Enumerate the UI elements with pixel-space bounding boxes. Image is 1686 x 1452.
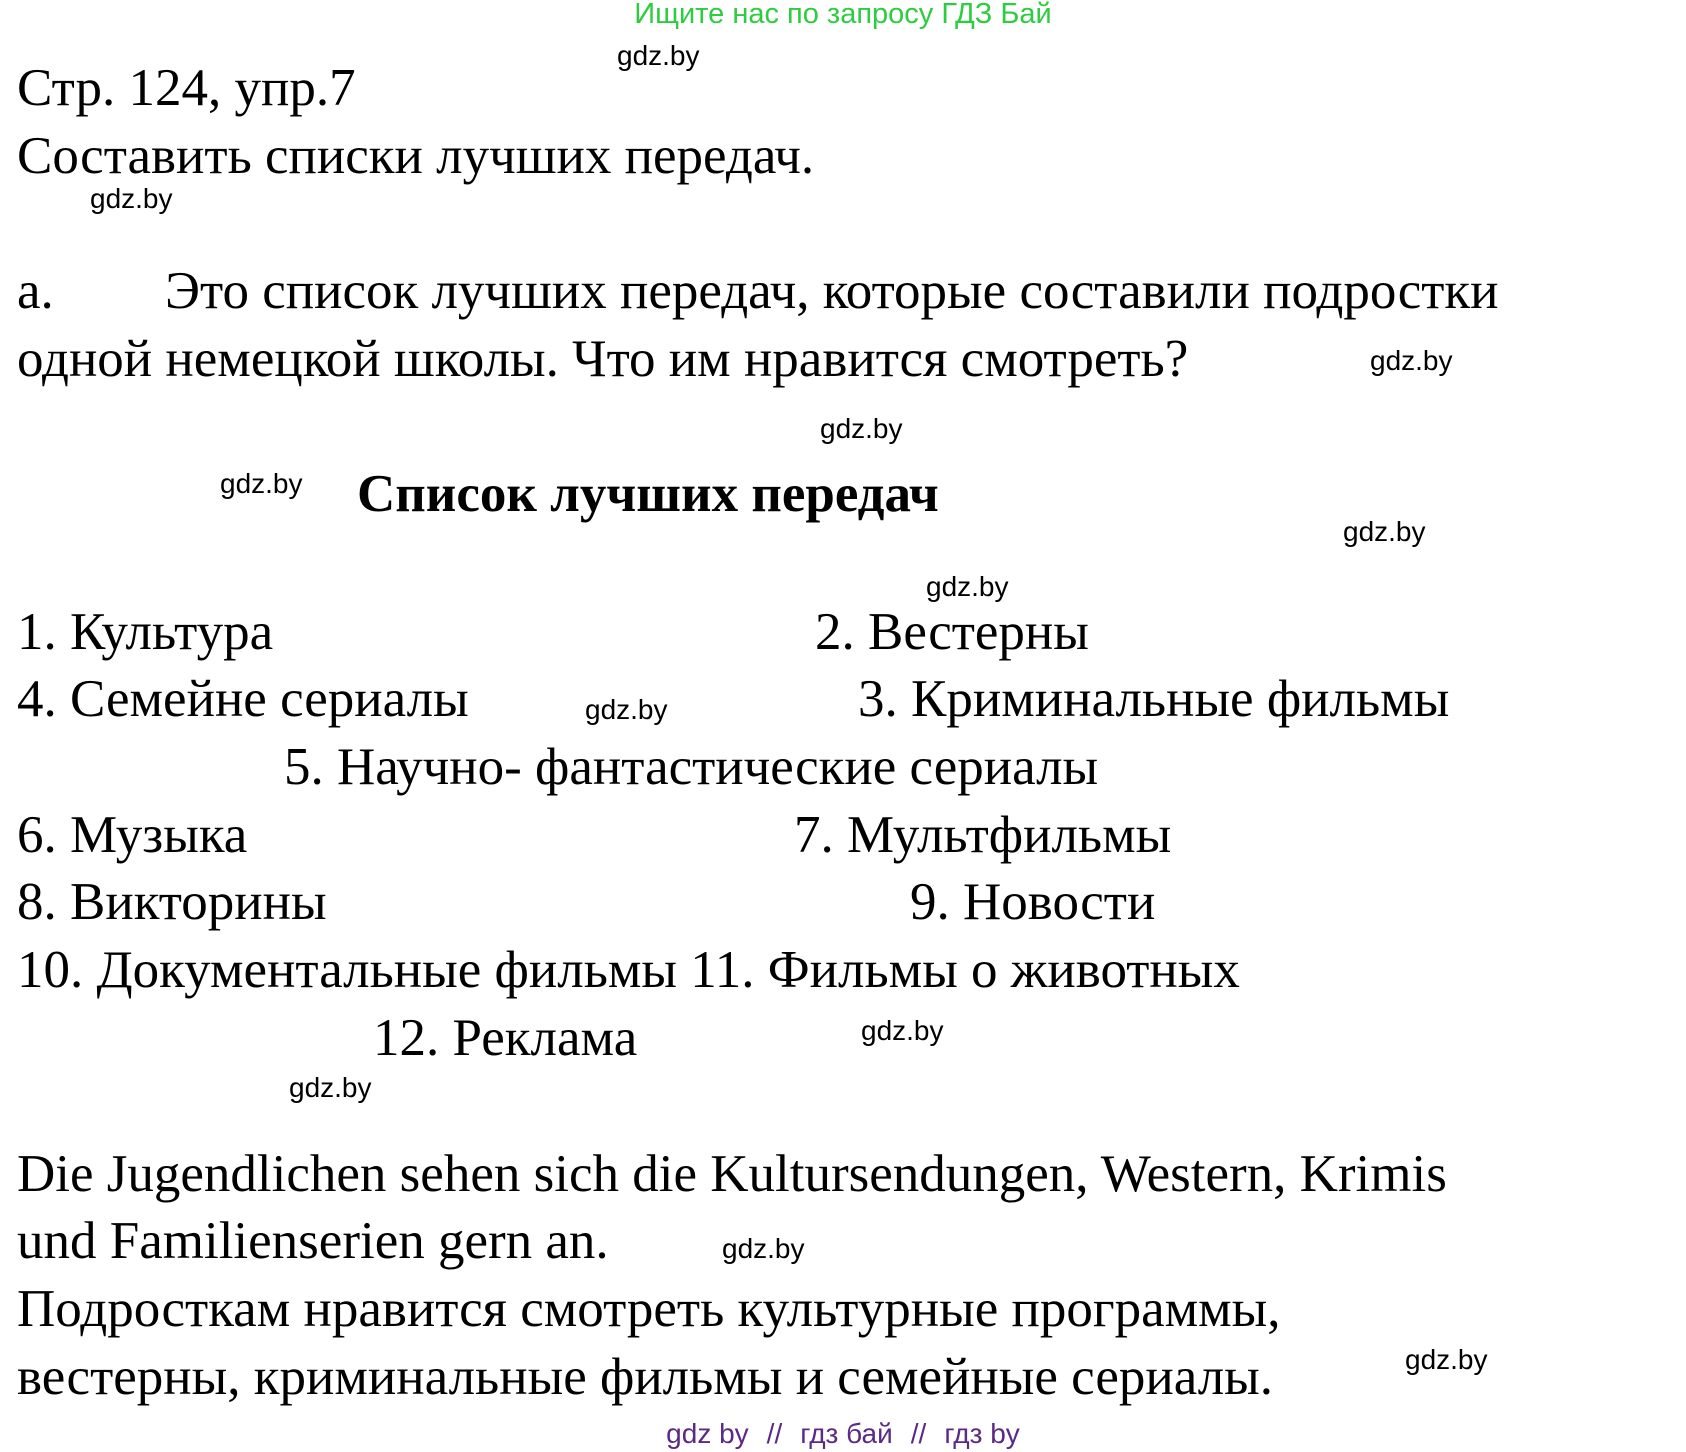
russian-translation-line2: вестерны, криминальные фильмы и семейные сериалы. [17, 1348, 1274, 1406]
list-item: 7. Мультфильмы [794, 806, 1172, 864]
list-item: 2. Вестерны [815, 603, 1089, 661]
watermark: gdz.by [90, 183, 173, 214]
german-answer-line1: Die Jugendlichen sehen sich die Kultursendungen, Western, Krimis [17, 1145, 1447, 1203]
part-text-line1: Это список лучших передач, которые составили подростки [165, 262, 1499, 320]
list-item: 5. Научно- фантастические сериалы [284, 738, 1099, 796]
part-text-line2: одной немецкой школы. Что им нравится смотреть? [17, 330, 1189, 388]
list-item: 4. Семейне сериалы [17, 670, 469, 728]
watermark: gdz.by [585, 694, 668, 725]
watermark: gdz.by [617, 40, 700, 71]
footer-link[interactable]: gdz by [666, 1418, 749, 1449]
watermark: gdz.by [1405, 1344, 1488, 1375]
part-letter: a. [17, 262, 54, 320]
footer-link[interactable]: гдз by [944, 1418, 1020, 1449]
watermark: gdz.by [722, 1233, 805, 1264]
watermark: gdz.by [861, 1015, 944, 1046]
page-reference: Стр. 124, упр.7 [17, 59, 356, 117]
watermark: gdz.by [1370, 345, 1453, 376]
footer-separator: // [766, 1418, 783, 1449]
german-answer-line2: und Familienserien gern an. [17, 1212, 609, 1270]
list-item: 8. Викторины [17, 873, 327, 931]
list-item: 12. Реклама [373, 1009, 638, 1067]
list-item: 3. Криминальные фильмы [858, 670, 1450, 728]
watermark: gdz.by [926, 571, 1009, 602]
watermark: gdz.by [820, 413, 903, 444]
footer-links [0, 1420, 1686, 1448]
list-item: 6. Музыка [17, 806, 248, 864]
task-statement: Составить списки лучших передач. [17, 127, 815, 185]
list-item: 1. Культура [17, 603, 274, 661]
watermark: gdz.by [220, 468, 303, 499]
list-title: Список лучших передач [357, 465, 939, 523]
footer-separator: // [910, 1418, 927, 1449]
list-item: 9. Новости [910, 873, 1156, 931]
footer-link[interactable]: гдз бай [800, 1418, 893, 1449]
watermark: gdz.by [1343, 516, 1426, 547]
list-item: 10. Документальные фильмы 11. Фильмы о животных [17, 941, 1240, 999]
search-banner: Ищите нас по запросу ГДЗ Бай [634, 0, 1052, 30]
russian-translation-line1: Подросткам нравится смотреть культурные программы, [17, 1280, 1281, 1338]
watermark: gdz.by [289, 1072, 372, 1103]
